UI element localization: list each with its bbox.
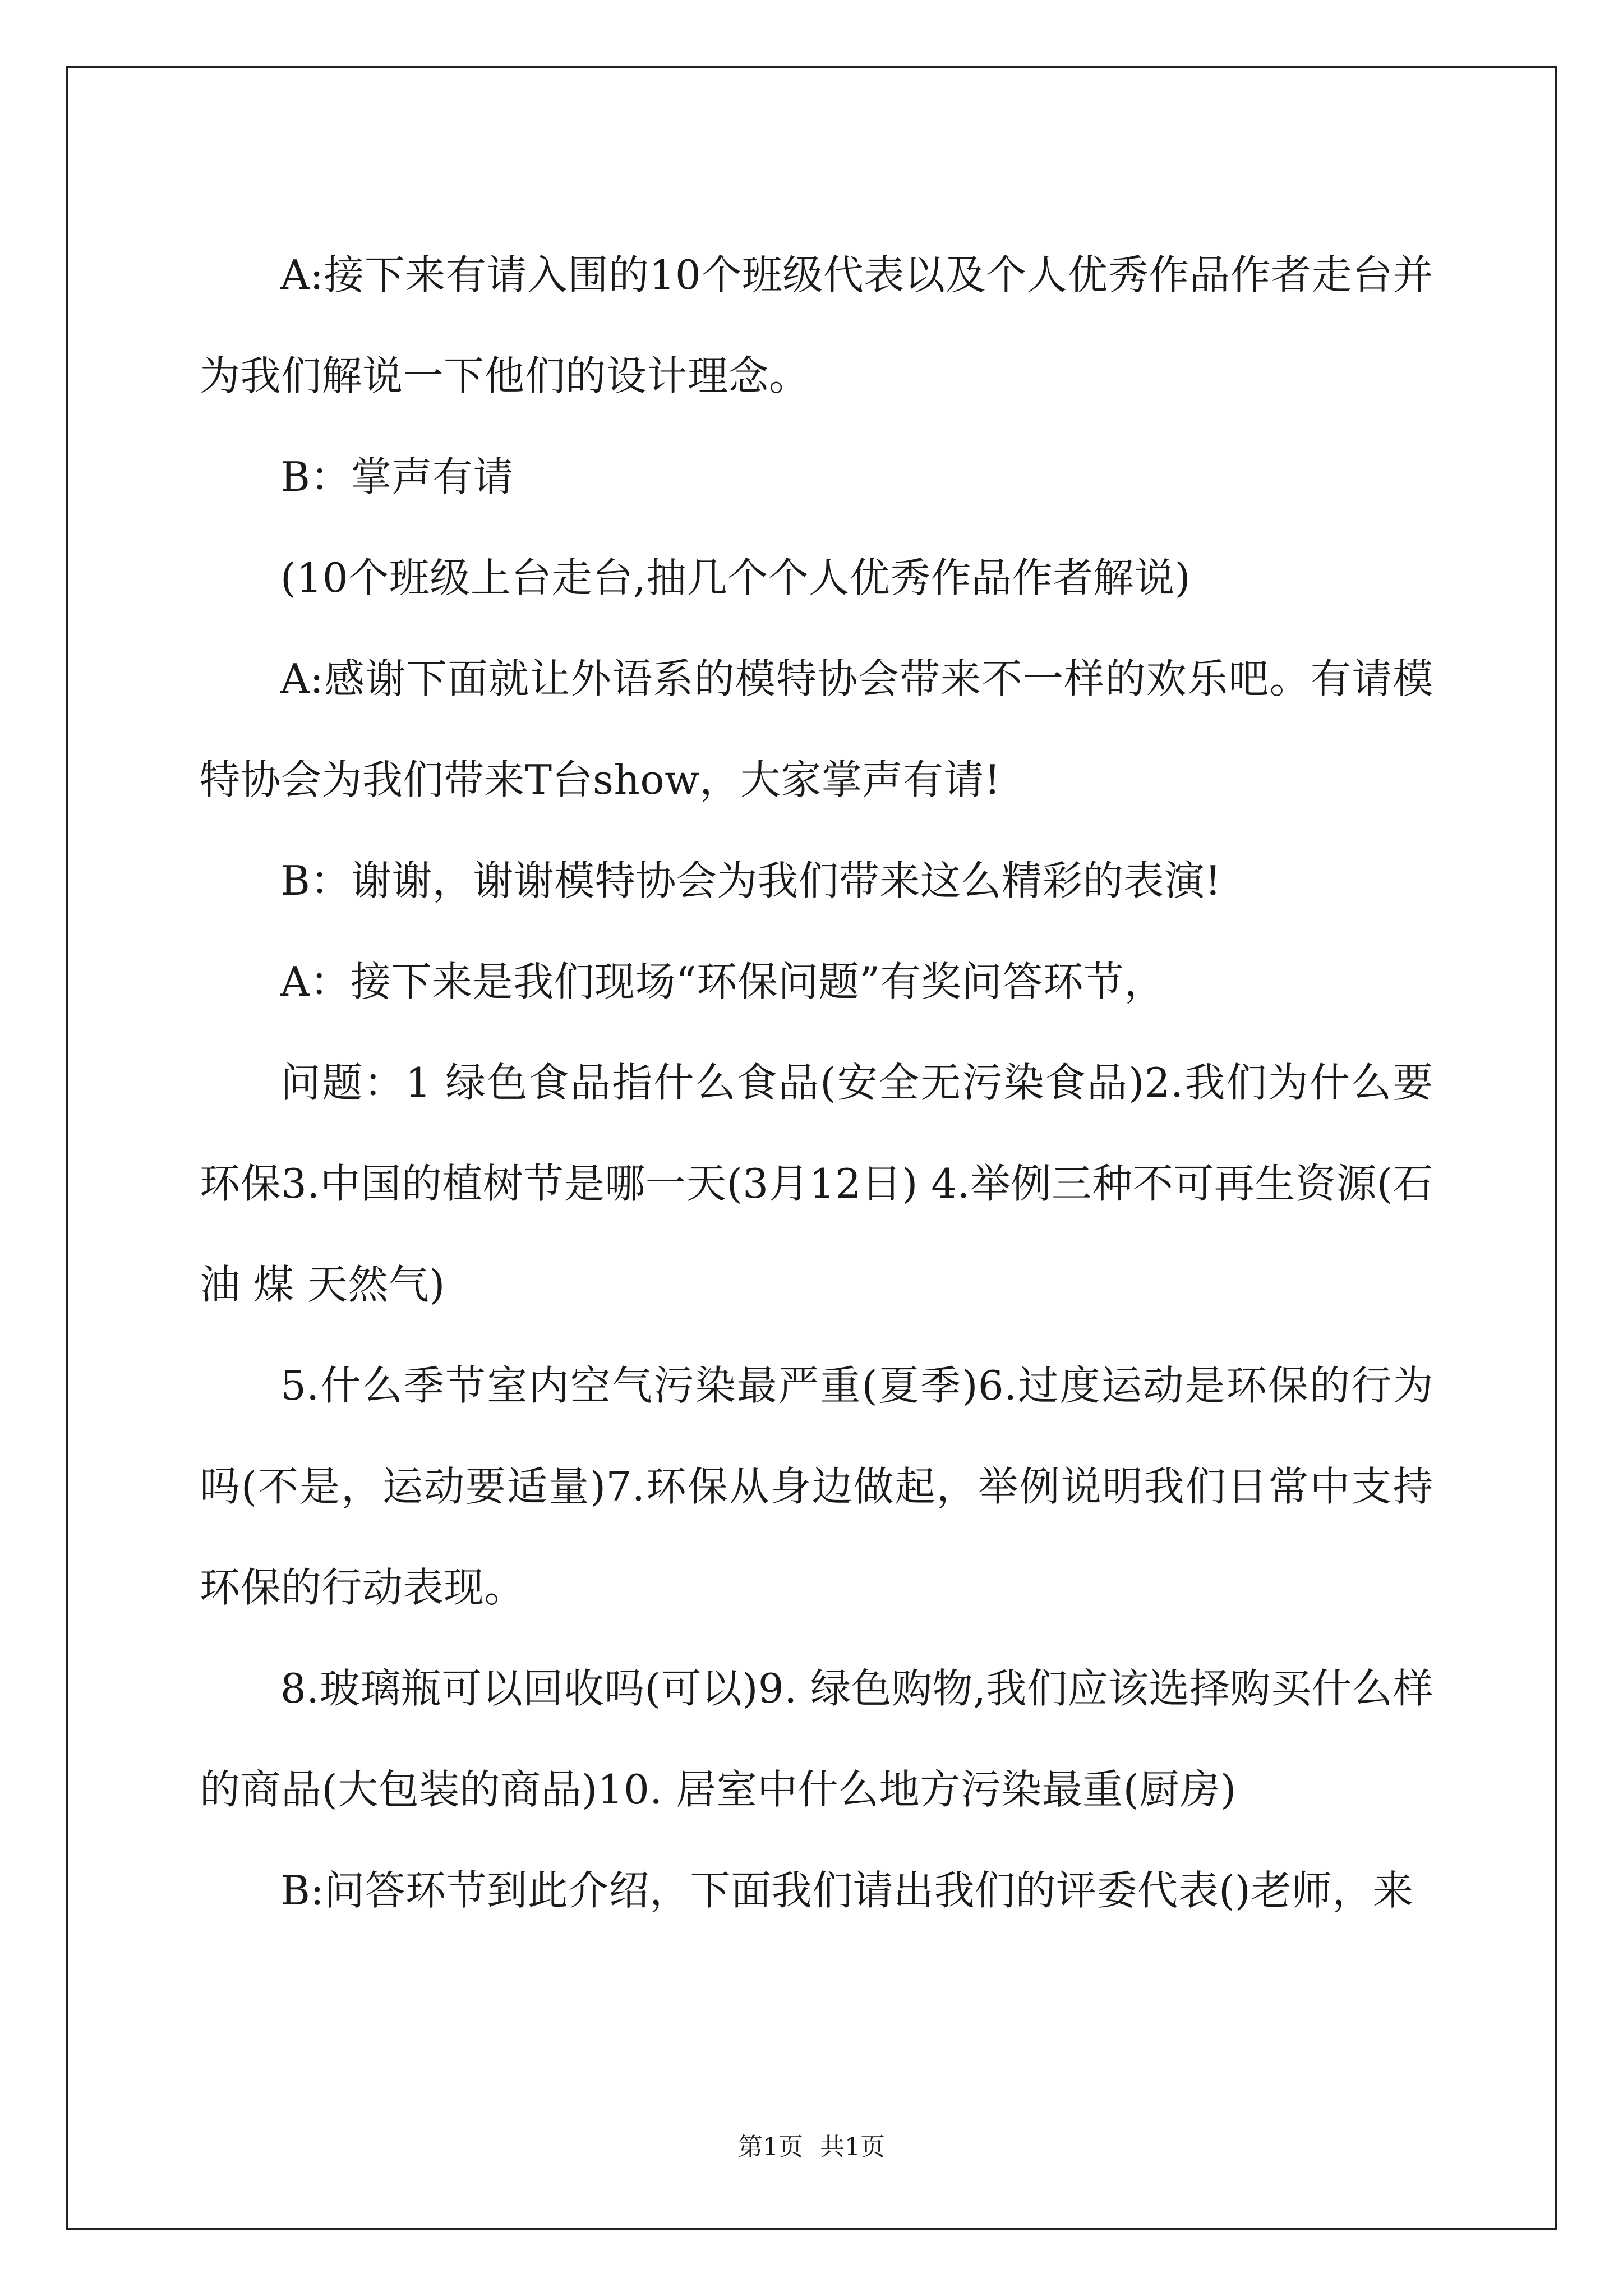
paragraph-2: B：掌声有请	[280, 453, 514, 500]
paragraph-6: A：接下来是我们现场“环保问题”有奖问答环节，	[280, 958, 1165, 1005]
paragraph-9: 8.玻璃瓶可以回收吗(可以)9. 绿色购物,我们应该选择购买什么样的商品(大包装的商品)10. 居室中什么地方污染最重(厨房)	[200, 1665, 1433, 1813]
page-total: 共1页	[820, 2133, 885, 2161]
paragraph-8: 5.什么季节室内空气污染最严重(夏季)6.过度运动是环保的行为吗(不是，运动要适量)7.环保从身边做起，举例说明我们日常中支持环保的行动表现。	[200, 1362, 1433, 1611]
paragraph-7: 问题：1 绿色食品指什么食品(安全无污染食品)2.我们为什么要环保3.中国的植树节是哪一天(3月12日) 4.举例三种不可再生资源(石油 煤 天然气)	[200, 1059, 1433, 1308]
paragraph-5: B：谢谢，谢谢模特协会为我们带来这么精彩的表演!	[280, 857, 1221, 904]
page-number: 第1页	[738, 2133, 803, 2161]
page-footer	[0, 2131, 1623, 2164]
document-body	[200, 224, 1433, 1941]
paragraph-3: (10个班级上台走台,抽几个个人优秀作品作者解说)	[280, 554, 1191, 601]
paragraph-4: A:感谢下面就让外语系的模特协会带来不一样的欢乐吧。有请模特协会为我们带来T台show，大家掌声有请!	[200, 655, 1433, 803]
paragraph-1: A:接下来有请入围的10个班级代表以及个人优秀作品作者走台并为我们解说一下他们的设计理念。	[200, 251, 1433, 399]
paragraph-10: B:问答环节到此介绍，下面我们请出我们的评委代表()老师，来	[280, 1867, 1414, 1914]
